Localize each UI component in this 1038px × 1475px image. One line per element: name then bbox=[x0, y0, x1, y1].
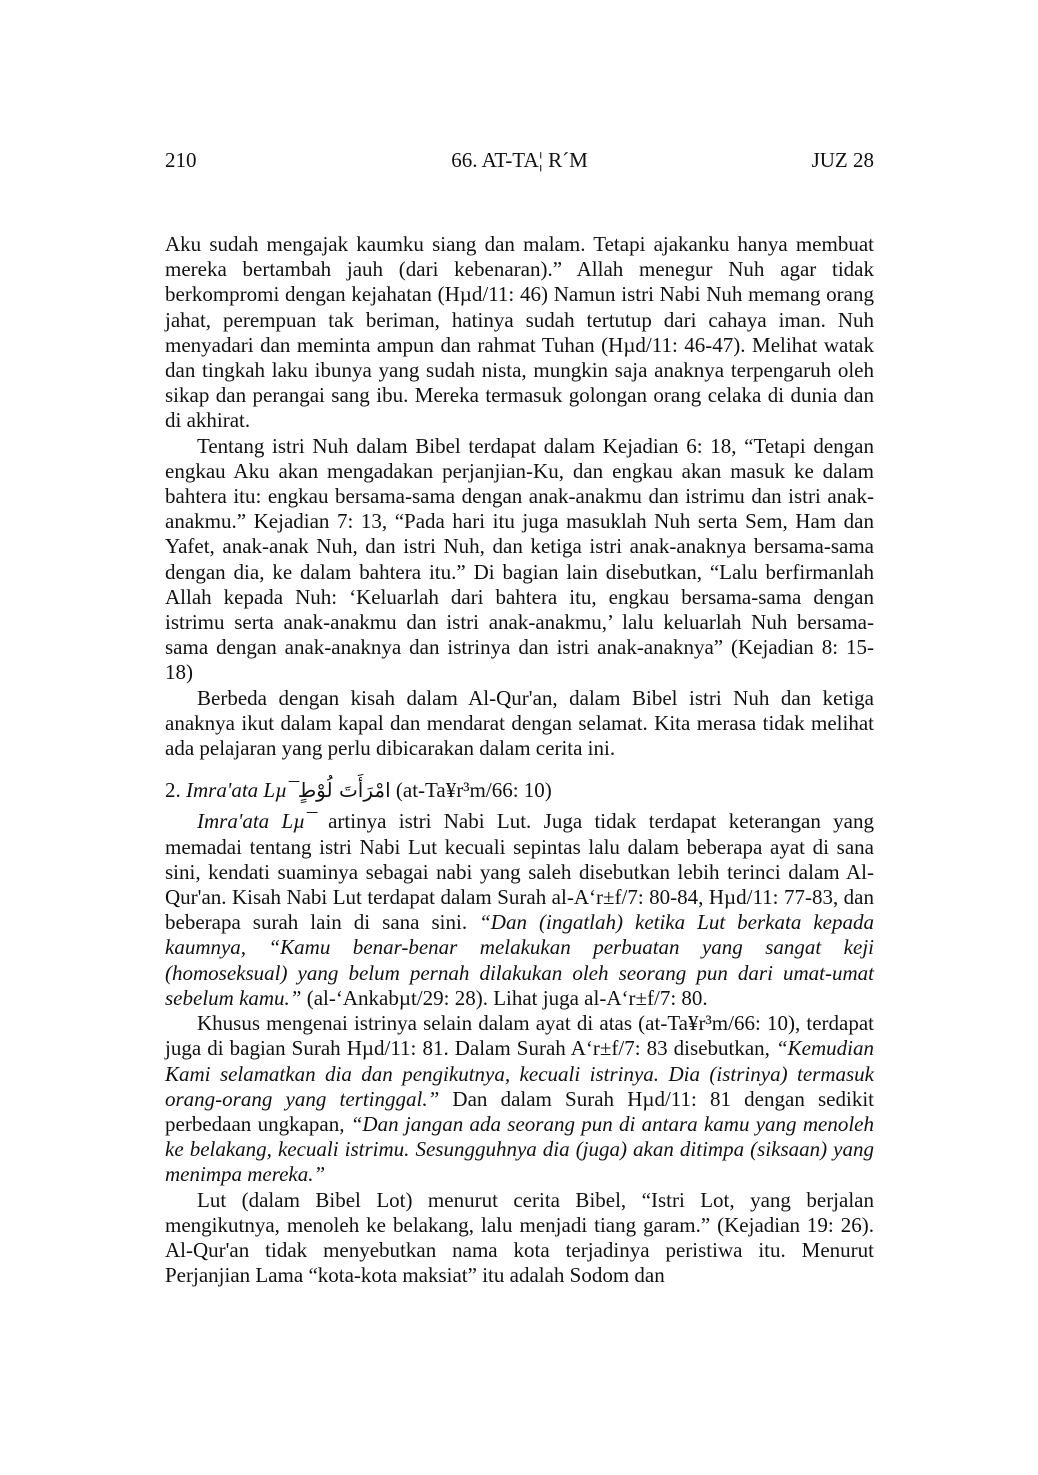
paragraph bbox=[165, 686, 874, 762]
paragraph bbox=[165, 1011, 874, 1187]
italic-text: Imra'ata Lµ¯ bbox=[186, 778, 298, 803]
section-heading bbox=[165, 778, 874, 803]
text-run: Khusus mengenai istrinya selain dalam ayat di atas (at-Ta¥r³m/66: 10), terdapat juga di bagian Surah Hµd/11: 81. Dalam Surah A‘r±f/7: 83 disebutkan, bbox=[165, 1011, 874, 1061]
text-run: Tentang istri Nuh dalam Bibel terdapat dalam Kejadian 6: 18, “Tetapi dengan engkau Aku akan mengadakan perjanjian-Ku, dan engkau akan masuk ke dalam bahtera itu: engkau bersama-sama dengan anak-anakmu dan istrimu dan istri anak-anakmu.” Kejadian 7: 13, “Pada hari itu juga masuklah Nuh serta Sem, Ham dan Yafet, anak-anak Nuh, dan istri Nuh, dan ketiga istri anak-anaknya bersama-sama dengan dia, ke dalam bahtera itu.” Di bagian lain disebutkan, “Lalu berfirmanlah Allah kepada Nuh: ‘Keluarlah dari bahtera itu, engkau bersama-sama dengan istrimu serta anak-anakmu dan istri anak-anakmu,’ lalu keluarlah Nuh bersama-sama dengan anak-anaknya dan istrinya dan istri anak-anaknya” (Kejadian 8: 15-18) bbox=[165, 433, 874, 685]
body-text bbox=[165, 232, 874, 1288]
text-run: (at-Ta¥r³m/66: 10) bbox=[390, 778, 552, 803]
paragraph bbox=[165, 434, 874, 686]
arabic-text: امْرَأَتَ لُوْطٍ bbox=[297, 778, 391, 803]
text-run: 2. bbox=[165, 778, 186, 803]
text-run: Lut (dalam Bibel Lot) menurut cerita Bibel, “Istri Lot, yang berjalan mengikutnya, menoleh ke belakang, lalu menjadi tiang garam.” (Kejadian 19: 26). Al-Qur'an tidak menyebutkan nama kota terjadinya peristiwa itu. Menurut Perjanjian Lama “kota-kota maksiat” itu adalah Sodom dan bbox=[165, 1187, 874, 1288]
juz-label: JUZ 28 bbox=[811, 148, 874, 172]
text-run: Aku sudah mengajak kaumku siang dan malam. Tetapi ajakanku hanya membuat mereka bertambah jauh (dari kebenaran).” Allah menegur Nuh agar tidak berkompromi dengan kejahatan (Hµd/11: 46) Namun istri Nabi Nuh memang orang jahat, perempuan tak beriman, hatinya sudah tertutup dari cahaya iman. Nuh menyadari dan meminta ampun dan rahmat Tuhan (Hµd/11: 46-47). Melihat watak dan tingkah laku ibunya yang sudah nista, mungkin saja anaknya terpengaruh oleh sikap dan perangai sang ibu. Mereka termasuk golongan orang celaka di dunia dan di akhirat. bbox=[165, 232, 874, 433]
paragraph bbox=[165, 809, 874, 1011]
paragraph bbox=[165, 1188, 874, 1289]
italic-text: “Kemudian Kami selamatkan dia dan pengikutnya, kecuali istrinya. Dia (istrinya) termasuk orang-orang yang tertinggal.” bbox=[165, 1036, 874, 1111]
page-number: 210 bbox=[165, 148, 197, 172]
chapter-title: 66. AT-TA¦ R´M bbox=[451, 148, 588, 172]
italic-text: “Dan jangan ada seorang pun di antara kamu yang menoleh ke belakang, kecuali istrimu. Sesungguhnya dia (juga) akan ditimpa (siksaan) yang menimpa mereka.” bbox=[165, 1111, 874, 1187]
text-run: Dan dalam Surah Hµd/11: 81 dengan sedikit perbedaan ungkapan, bbox=[165, 1086, 874, 1136]
text-run: (al-‘Ankabµt/29: 28). Lihat juga al-A‘r±f/7: 80. bbox=[301, 985, 708, 1010]
text-run: artinya istri Nabi Lut. Juga tidak terdapat keterangan yang memadai tentang istri Nabi Lut kecuali sepintas lalu dalam beberapa ayat di sana sini, kendati suaminya sebagai nabi yang saleh disebutkan lebih terinci dalam Al-Qur'an. Kisah Nabi Lut terdapat dalam Surah al-A‘r±f/7: 80-84, Hµd/11: 77-83, dan beberapa surah lain di sana sini. bbox=[165, 809, 875, 935]
italic-text: “Dan (ingatlah) ketika Lut berkata kepada kaumnya, “Kamu benar-benar melakukan perbuatan yang sangat keji (homoseksual) yang belum pernah dilakukan oleh seorang pun dari umat-umat sebelum kamu.” bbox=[165, 910, 874, 1010]
paragraph bbox=[165, 232, 874, 434]
text-run: Berbeda dengan kisah dalam Al-Qur'an, dalam Bibel istri Nuh dan ketiga anaknya ikut dalam kapal dan mendarat dengan selamat. Kita merasa tidak melihat ada pelajaran yang perlu dibicarakan dalam cerita ini. bbox=[165, 685, 874, 761]
italic-text: Imra'ata Lµ¯ bbox=[197, 809, 316, 834]
